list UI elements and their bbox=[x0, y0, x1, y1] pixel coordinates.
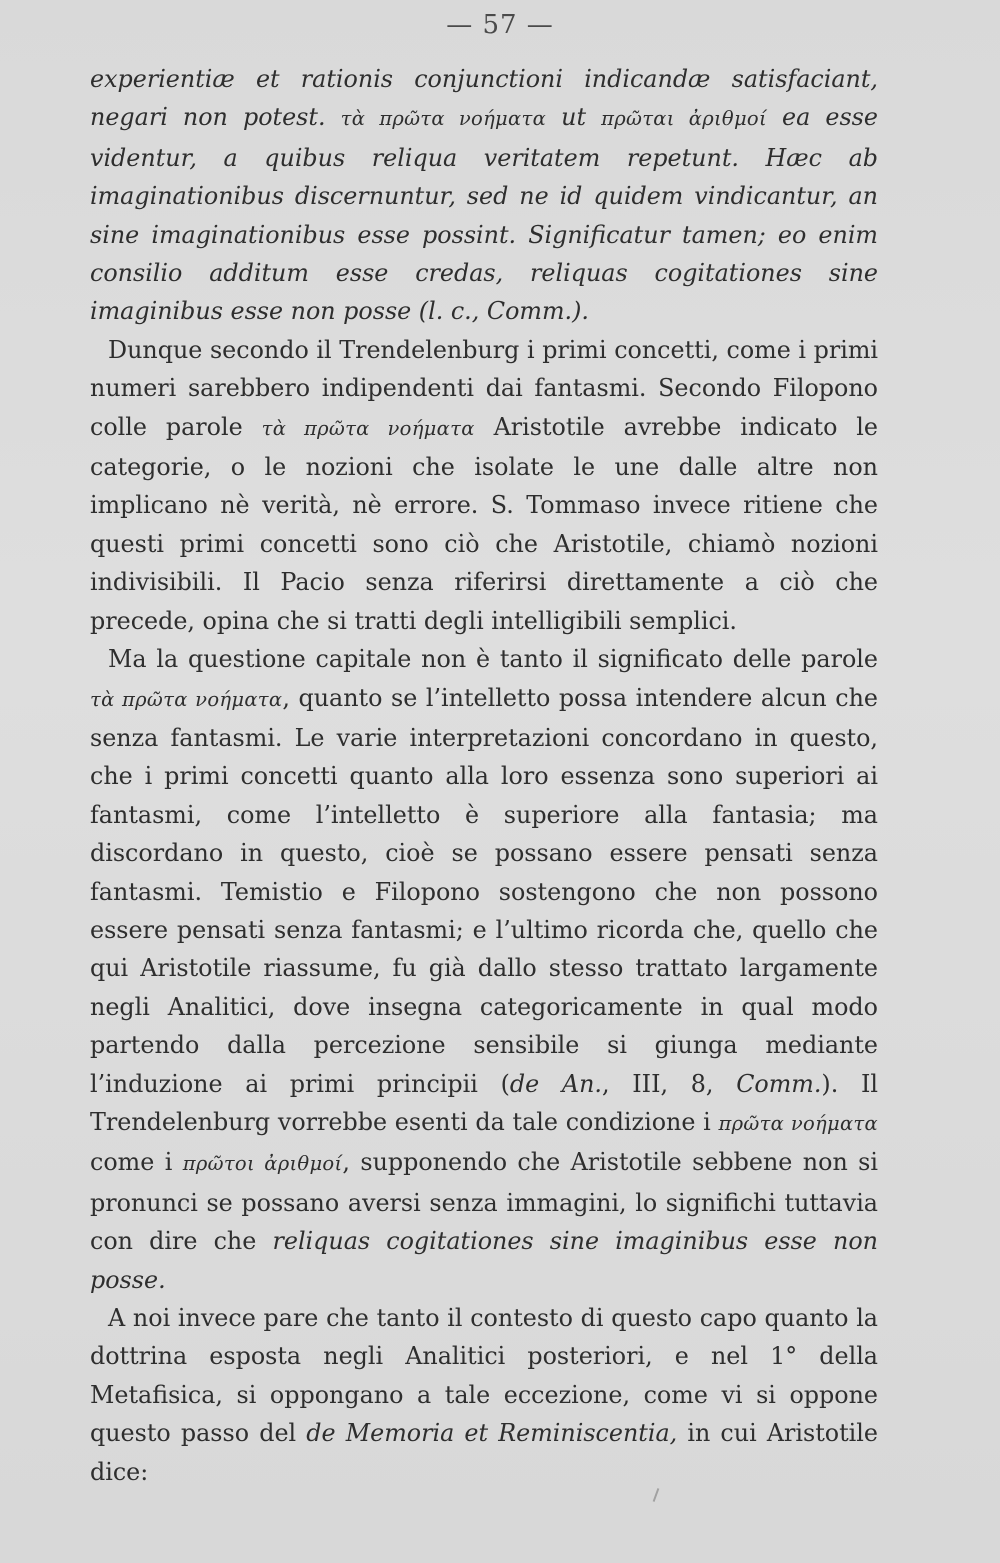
citation-italic: Comm. bbox=[736, 1069, 822, 1098]
greek-phrase: πρῶτα νοήματα bbox=[718, 1111, 878, 1135]
paragraph-a-noi-invece bbox=[90, 1299, 878, 1491]
text-span: ut bbox=[546, 103, 602, 132]
text-span: experientiæ et rationis conjunctioni indicandæ satisfaciant, negari non potest. bbox=[90, 65, 878, 132]
paragraph-trendelenburg bbox=[90, 331, 878, 640]
text-span: ea esse videntur, a quibus reliqua veritatem repetunt. Hæc ab imaginationibus discernuntur, sed ne id quidem vindicantur, an sine imaginationibus esse possint. Significatur tamen; eo enim consilio additum esse credas, reliquas cogitationes sine imaginibus esse non posse (l. c., Comm.). bbox=[90, 103, 878, 326]
page-number: — 57 — bbox=[446, 10, 554, 40]
citation-italic: de An. bbox=[509, 1069, 602, 1098]
latin-quote-italic: reliquas cogitationes sine imaginibus esse non posse. bbox=[90, 1227, 878, 1294]
text-span: Aristotile avrebbe indicato le categorie, o le nozioni che isolate le une dalle altre non implicano nè verità, nè errore. S. Tommaso invece ritiene che questi primi concetti sono ciò che Aristotile, chiamò nozioni indivisibili. Il Pacio senza riferirsi direttamente a ciò che precede, opina che si tratti degli intelligibili semplici. bbox=[90, 412, 879, 635]
greek-phrase: πρῶτοι ἀριθμοί bbox=[182, 1152, 343, 1176]
greek-phrase: τὰ πρῶτα νοήματα bbox=[261, 416, 475, 440]
greek-phrase: πρῶται ἀριθμοί bbox=[601, 107, 767, 131]
work-title-italic: de Memoria et Reminiscentia, bbox=[306, 1419, 678, 1448]
text-span: come i bbox=[90, 1148, 183, 1177]
paragraph-questione-capitale bbox=[90, 640, 878, 1299]
paragraph-latin-quote bbox=[90, 60, 878, 331]
text-span: , III, 8, bbox=[601, 1069, 737, 1098]
text-span: Dunque secondo il Trendelenburg i primi concetti, come i primi numeri sarebbero indipendenti dai fantasmi. Secondo Filopono colle parole bbox=[90, 335, 878, 441]
greek-phrase: τὰ πρῶτα νοήματα bbox=[90, 687, 283, 711]
text-span: A noi invece pare che tanto il contesto di questo capo quanto la dottrina esposta negli Analitici posteriori, e nel 1° della Metafisica, si oppongano a tale eccezione, come vi si oppone questo passo del bbox=[90, 1304, 878, 1448]
greek-phrase: τὰ πρῶτα νοήματα bbox=[340, 107, 547, 131]
text-span: in cui Aristotile dice: bbox=[90, 1419, 878, 1486]
text-span: ). Il Trendelenburg vorrebbe esenti da tale condizione i bbox=[90, 1069, 879, 1136]
text-span: , quanto se l’intelletto possa intendere alcun che senza fantasmi. Le varie interpretazioni concordano in questo, che i primi concetti quanto alla loro essenza sono superiori ai fantasmi, come l’intelletto è superiore alla fantasia; ma discordano in questo, cioè se possano essere pensati senza fantasmi. Temistio e Filopono sostengono che non possono essere pensati senza fantasmi; e l’ultimo ricorda che, quello che qui Aristotile riassume, fu già dallo stesso trattato largamente negli Analitici, dove insegna categoricamente in qual modo partendo dalla percezione sensibile si giunga mediante l’induzione ai primi principii ( bbox=[90, 683, 878, 1098]
text-span: Ma la questione capitale non è tanto il significato delle parole bbox=[108, 645, 878, 674]
body-text bbox=[90, 60, 878, 1491]
text-span: , supponendo che Aristotile sebbene non si pronunci se possano aversi senza immagini, lo significhi tuttavia con dire che bbox=[90, 1148, 878, 1256]
